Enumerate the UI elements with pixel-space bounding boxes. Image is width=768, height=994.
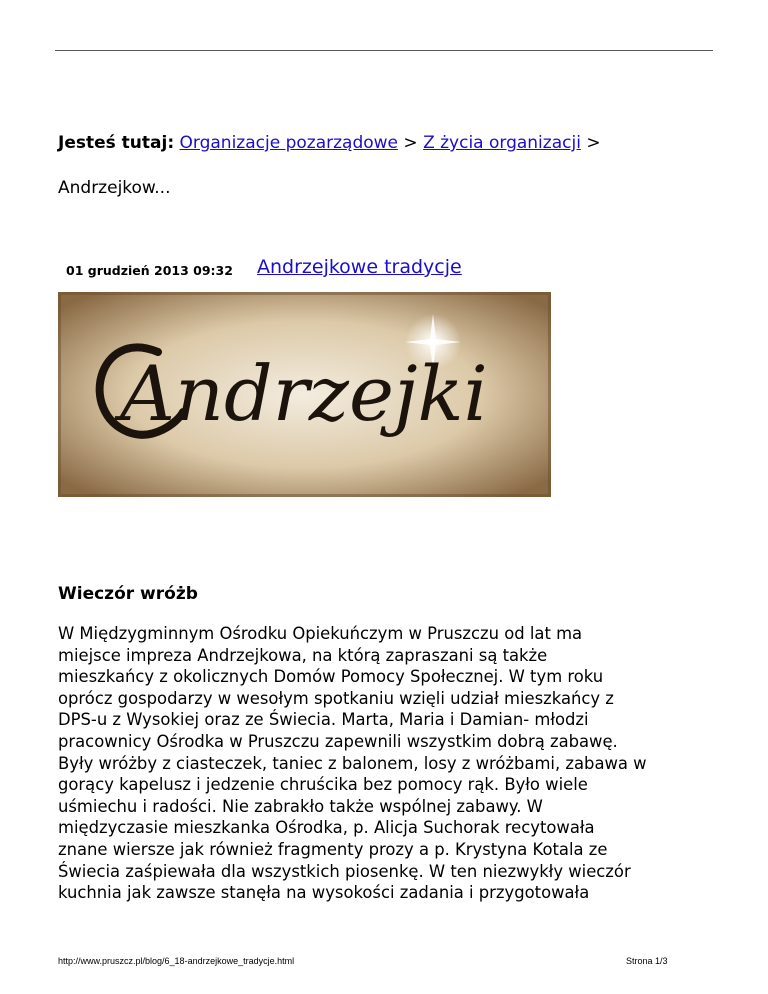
breadcrumb xyxy=(58,133,601,153)
body-line: mieszkańcy z okolicznych Domów Pomocy Społecznej. W tym roku xyxy=(58,667,604,687)
breadcrumb-link-z-zycia[interactable]: Z życia organizacji xyxy=(423,133,581,153)
body-line: międzyczasie mieszkanka Ośrodka, p. Alicja Suchorak recytowała xyxy=(58,818,595,838)
body-line: DPS-u z Wysokiej oraz ze Świecia. Marta, Maria i Damian- młodzi xyxy=(58,710,589,730)
body-line: Były wróżby z ciasteczek, taniec z balonem, losy z wróżbami, zabawa w xyxy=(58,753,647,773)
body-line: W Międzygminnym Ośrodku Opiekuńczym w Pruszczu od lat ma xyxy=(58,624,583,643)
article-date: 01 grudzień 2013 09:32 xyxy=(66,263,233,278)
footer-url: http://www.pruszcz.pl/blog/6_18-andrzejkowe_tradycje.html xyxy=(58,956,295,966)
footer-page-number: Strona 1/3 xyxy=(626,956,668,966)
breadcrumb-separator: > xyxy=(586,133,601,153)
article-body xyxy=(58,623,718,904)
article-title-link[interactable] xyxy=(257,256,462,278)
breadcrumb-link-organizacje[interactable]: Organizacje pozarządowe xyxy=(179,133,398,153)
body-line: gorący kapelusz i jedzenie chruścika bez pomocy rąk. Było wiele xyxy=(58,775,588,795)
breadcrumb-current: Andrzejkow... xyxy=(58,178,171,198)
body-line: Świecia zaśpiewała dla wszystkich piosenkę. W ten niezwykły wieczór xyxy=(58,861,631,881)
body-line: pracownicy Ośrodka w Pruszczu zapewnili wszystkim dobrą zabawę. xyxy=(58,731,618,751)
body-line: oprócz gospodarzy w wesołym spotkaniu wzięli udział mieszkańcy z xyxy=(58,688,614,708)
article-heading: Wieczór wróżb xyxy=(58,584,198,604)
breadcrumb-separator: > xyxy=(403,133,418,153)
body-line: kuchnia jak zawsze stanęła na wysokości zadania i przygotowała xyxy=(58,883,590,903)
body-line: uśmiechu i radości. Nie zabrakło także wspólnej zabawy. W xyxy=(58,796,543,816)
body-line: miejsce impreza Andrzejkowa, na którą zapraszani są także xyxy=(58,645,548,665)
andrzejki-banner-image xyxy=(58,292,551,497)
article-title: Andrzejkowe tradycje xyxy=(257,256,462,278)
body-line: znane wiersze jak również fragmenty prozy a p. Krystyna Kotala ze xyxy=(58,839,608,859)
banner-lettering: Andrzejki xyxy=(120,349,488,438)
breadcrumb-prefix: Jesteś tutaj: xyxy=(58,133,175,153)
top-divider xyxy=(55,50,713,51)
